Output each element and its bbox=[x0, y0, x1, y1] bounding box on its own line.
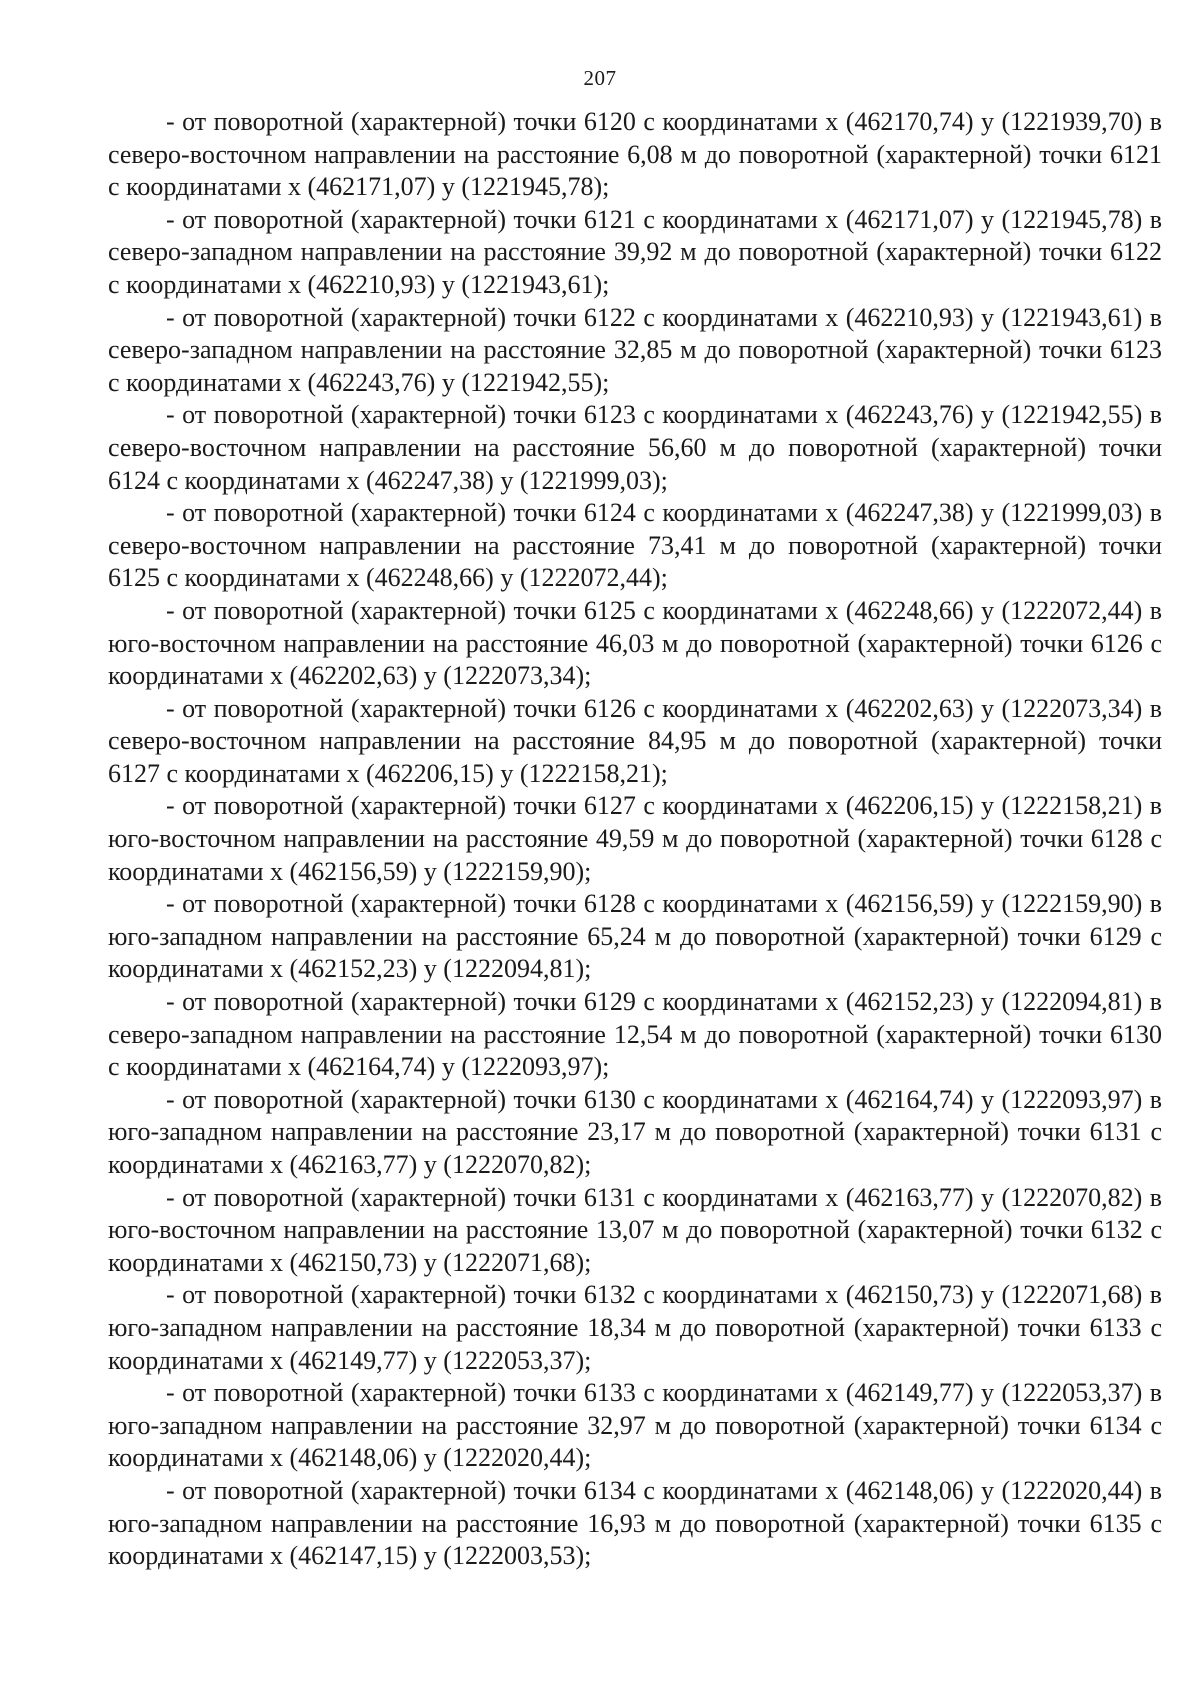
boundary-segment-paragraph: - от поворотной (характерной) точки 6132 с координатами х (462150,73) у (1222071,68) в юго-западном направлении на расстояние 18,34 м до поворотной (характерной) точки 6133 с координатами х (462149,77) у (1222053,37); bbox=[108, 1280, 1162, 1375]
boundary-segment-paragraph: - от поворотной (характерной) точки 6122 с координатами х (462210,93) у (1221943,61) в северо-западном направлении на расстояние 32,85 м до поворотной (характерной) точки 6123 с координатами х (462243,76) у (1221942,55); bbox=[108, 302, 1162, 397]
boundary-segment-paragraph: - от поворотной (характерной) точки 6128 с координатами х (462156,59) у (1222159,90) в юго-западном направлении на расстояние 65,24 м до поворотной (характерной) точки 6129 с координатами х (462152,23) у (1222094,81); bbox=[108, 889, 1162, 984]
boundary-segment-paragraph: - от поворотной (характерной) точки 6120 с координатами х (462170,74) у (1221939,70) в северо-восточном направлении на расстояние 6,08 м до поворотной (характерной) точки 6121 с координатами х (462171,07) у (1221945,78); bbox=[108, 107, 1162, 202]
boundary-segment-paragraph: - от поворотной (характерной) точки 6121 с координатами х (462171,07) у (1221945,78) в северо-западном направлении на расстояние 39,92 м до поворотной (характерной) точки 6122 с координатами х (462210,93) у (1221943,61); bbox=[108, 204, 1162, 299]
boundary-segment-paragraph: - от поворотной (характерной) точки 6126 с координатами х (462202,63) у (1222073,34) в северо-восточном направлении на расстояние 84,95 м до поворотной (характерной) точки 6127 с координатами х (462206,15) у (1222158,21); bbox=[108, 693, 1162, 788]
page-number: 207 bbox=[583, 66, 617, 90]
document-body bbox=[108, 106, 1162, 1573]
boundary-segment-paragraph: - от поворотной (характерной) точки 6130 с координатами х (462164,74) у (1222093,97) в юго-западном направлении на расстояние 23,17 м до поворотной (характерной) точки 6131 с координатами х (462163,77) у (1222070,82); bbox=[108, 1084, 1162, 1179]
boundary-segment-paragraph: - от поворотной (характерной) точки 6131 с координатами х (462163,77) у (1222070,82) в юго-восточном направлении на расстояние 13,07 м до поворотной (характерной) точки 6132 с координатами х (462150,73) у (1222071,68); bbox=[108, 1182, 1162, 1277]
boundary-segment-paragraph: - от поворотной (характерной) точки 6124 с координатами х (462247,38) у (1221999,03) в северо-восточном направлении на расстояние 73,41 м до поворотной (характерной) точки 6125 с координатами х (462248,66) у (1222072,44); bbox=[108, 498, 1162, 593]
boundary-segment-paragraph: - от поворотной (характерной) точки 6123 с координатами х (462243,76) у (1221942,55) в северо-восточном направлении на расстояние 56,60 м до поворотной (характерной) точки 6124 с координатами х (462247,38) у (1221999,03); bbox=[108, 400, 1162, 495]
boundary-segment-paragraph: - от поворотной (характерной) точки 6134 с координатами х (462148,06) у (1222020,44) в юго-западном направлении на расстояние 16,93 м до поворотной (характерной) точки 6135 с координатами х (462147,15) у (1222003,53); bbox=[108, 1475, 1162, 1571]
boundary-segment-paragraph: - от поворотной (характерной) точки 6129 с координатами х (462152,23) у (1222094,81) в северо-западном направлении на расстояние 12,54 м до поворотной (характерной) точки 6130 с координатами х (462164,74) у (1222093,97); bbox=[108, 987, 1162, 1082]
boundary-segment-paragraph: - от поворотной (характерной) точки 6133 с координатами х (462149,77) у (1222053,37) в юго-западном направлении на расстояние 32,97 м до поворотной (характерной) точки 6134 с координатами х (462148,06) у (1222020,44); bbox=[108, 1378, 1162, 1473]
boundary-segment-paragraph: - от поворотной (характерной) точки 6127 с координатами х (462206,15) у (1222158,21) в юго-восточном направлении на расстояние 49,59 м до поворотной (характерной) точки 6128 с координатами х (462156,59) у (1222159,90); bbox=[108, 791, 1162, 886]
boundary-segment-paragraph: - от поворотной (характерной) точки 6125 с координатами х (462248,66) у (1222072,44) в юго-восточном направлении на расстояние 46,03 м до поворотной (характерной) точки 6126 с координатами х (462202,63) у (1222073,34); bbox=[108, 595, 1162, 691]
